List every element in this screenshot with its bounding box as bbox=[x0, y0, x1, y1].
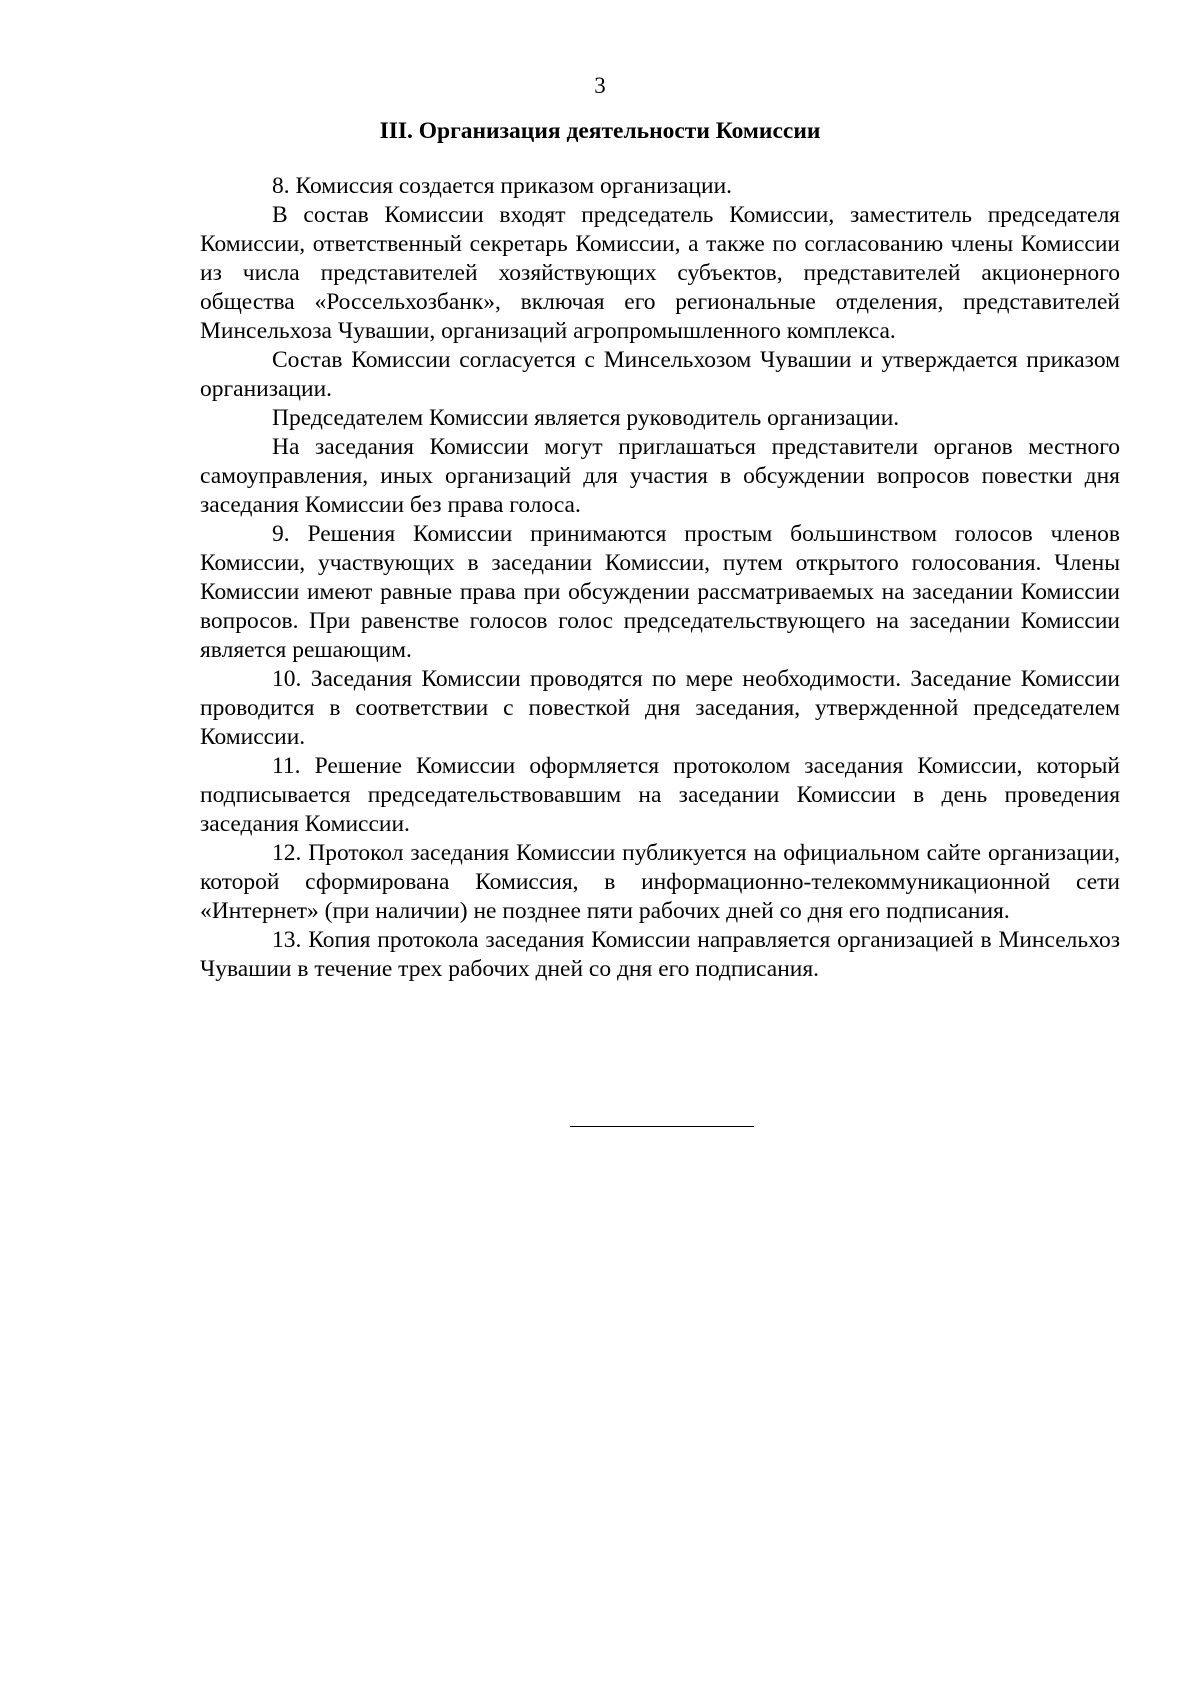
paragraph-item-13: 13. Копия протокола заседания Комиссии направляется организацией в Минсельхоз Чувашии в течение трех рабочих дней со дня его подписания. bbox=[200, 927, 1120, 982]
section-body bbox=[200, 172, 1120, 984]
paragraph-item-11: 11. Решение Комиссии оформляется протоколом заседания Комиссии, который подписывается председательствовавшим на заседании Комиссии в день проведения заседания Комиссии. bbox=[200, 753, 1120, 837]
end-divider bbox=[570, 1126, 754, 1127]
paragraph-item-9: 9. Решения Комиссии принимаются простым большинством голосов членов Комиссии, участвующих в заседании Комиссии, путем открытого голосования. Члены Комиссии имеют равные права при обсуждении рассматриваемых на заседании Комиссии вопросов. При равенстве голосов голос председательствующего на заседании Комиссии является решающим. bbox=[200, 521, 1120, 663]
paragraph-commission-composition: В состав Комиссии входят председатель Комиссии, заместитель председателя Комиссии, ответственный секретарь Комиссии, а также по согласованию члены Комиссии из числа представителей хозяйствующих субъектов, представителей акционерного общества «Россельхозбанк», включая его региональные отделения, представителей Минсельхоза Чувашии, организаций агропромышленного комплекса. bbox=[200, 202, 1120, 344]
paragraph-item-10: 10. Заседания Комиссии проводятся по мере необходимости. Заседание Комиссии проводится в соответствии с повесткой дня заседания, утвержденной председателем Комиссии. bbox=[200, 666, 1120, 750]
paragraph-composition-approval: Состав Комиссии согласуется с Минсельхозом Чувашии и утверждается приказом организации. bbox=[200, 347, 1120, 402]
paragraph-invitees: На заседания Комиссии могут приглашаться представители органов местного самоуправления, иных организаций для участия в обсуждении вопросов повестки дня заседания Комиссии без права голоса. bbox=[200, 434, 1120, 518]
page-number: 3 bbox=[594, 73, 606, 98]
section-title: III. Организация деятельности Комиссии bbox=[379, 118, 821, 144]
paragraph-chairman: Председателем Комиссии является руководитель организации. bbox=[272, 405, 900, 431]
paragraph-item-8: 8. Комиссия создается приказом организации. bbox=[272, 173, 733, 199]
paragraph-item-12: 12. Протокол заседания Комиссии публикуется на официальном сайте организации, которой сформирована Комиссия, в информационно-телекоммуникационной сети «Интернет» (при наличии) не позднее пяти рабочих дней со дня его подписания. bbox=[200, 840, 1120, 924]
